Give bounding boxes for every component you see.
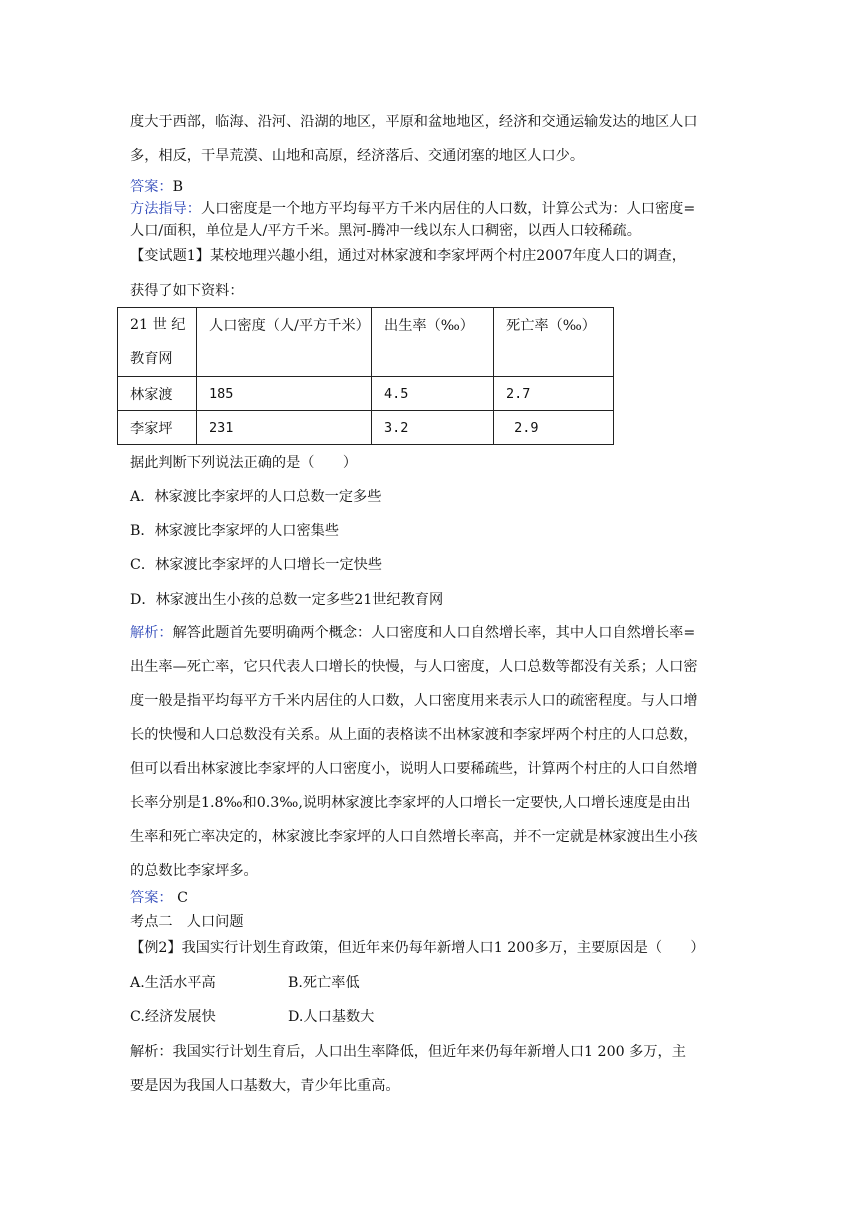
section-heading: 考点二 人口问题 bbox=[130, 914, 244, 930]
variant-title: 【变试题1】某校地理兴趣小组，通过对林家渡和李家坪两个村庄2007年度人口的调查， bbox=[130, 248, 686, 264]
method-line bbox=[130, 199, 695, 219]
option-b: B．林家渡比李家坪的人口密集些 bbox=[130, 523, 340, 539]
option-d: D．林家渡出生小孩的总数一定多些21世纪教育网 bbox=[130, 592, 444, 608]
option-a: A．林家渡比李家坪的人口总数一定多些 bbox=[130, 489, 382, 505]
answer-label: 答案： bbox=[130, 890, 173, 906]
table-row bbox=[118, 377, 614, 411]
table-cell: 2.9 bbox=[494, 411, 614, 445]
method-label: 方法指导： bbox=[130, 201, 201, 217]
table-cell: 231 bbox=[197, 411, 372, 445]
answer-line bbox=[130, 177, 183, 197]
answer-line-2 bbox=[130, 888, 188, 908]
table-cell: 李家坪 bbox=[118, 411, 197, 445]
answer-value: B bbox=[172, 179, 184, 195]
analysis-line: 长率分别是1.8‰和0.3‰,说明林家渡比李家坪的人口增长一定要快,人口增长速度是由出 bbox=[130, 795, 691, 811]
method-line-2: 人口/面积，单位是人/平方千米。黑河-腾冲一线以东人口稠密，以西人口较稀疏。 bbox=[130, 223, 641, 239]
option2-b: B.死亡率低 bbox=[288, 975, 360, 991]
table-cell: 2.7 bbox=[494, 377, 614, 411]
analysis-line: 解析：解答此题首先要明确两个概念：人口密度和人口自然增长率，其中人口自然增长率= bbox=[130, 625, 696, 641]
answer-value: C bbox=[172, 890, 188, 906]
analysis2-line: 解析：我国实行计划生育后，人口出生率降低，但近年来仍每年新增人口1 200 多万，主 bbox=[130, 1044, 686, 1060]
table-cell: 林家渡 bbox=[118, 377, 197, 411]
text-line: 度大于西部，临海、沿河、沿湖的地区，平原和盆地地区，经济和交通运输发达的地区人口 bbox=[130, 114, 698, 130]
analysis-line: 的总数比李家坪多。 bbox=[130, 863, 258, 879]
question: 据此判断下列说法正确的是（ ） bbox=[130, 455, 358, 471]
table-row bbox=[118, 411, 614, 445]
text-line: 多，相反，干旱荒漠、山地和高原，经济落后、交通闭塞的地区人口少。 bbox=[130, 148, 585, 164]
analysis-line: 但可以看出林家渡比李家坪的人口密度小，说明人口要稀疏些，计算两个村庄的人口自然增 bbox=[130, 761, 698, 777]
table-cell: 185 bbox=[197, 377, 372, 411]
option2-c: C.经济发展快 bbox=[130, 1009, 216, 1025]
method-text: 人口密度是一个地方平均每平方千米内居住的人口数，计算公式为：人口密度= bbox=[200, 201, 696, 217]
option2-d: D.人口基数大 bbox=[288, 1009, 375, 1025]
answer-label: 答案： bbox=[130, 179, 173, 195]
option2-a: A.生活水平高 bbox=[130, 975, 216, 991]
table-cell: 3.2 bbox=[372, 411, 494, 445]
options2-row bbox=[130, 973, 360, 993]
variant-subtitle: 获得了如下资料： bbox=[130, 283, 244, 299]
table-header-cell: 21 世 纪 教育网 bbox=[118, 308, 197, 377]
table-header-row bbox=[118, 308, 614, 377]
example-title: 【例2】我国实行计划生育政策，但近年来仍每年新增人口1 200多万，主要原因是（ ） bbox=[130, 940, 705, 956]
analysis-label: 解析： bbox=[130, 625, 173, 641]
table-cell: 4.5 bbox=[372, 377, 494, 411]
table-header-cell: 死亡率（‰） bbox=[494, 308, 614, 377]
analysis-line: 度一般是指平均每平方千米内居住的人口数，人口密度用来表示人口的疏密程度。与人口增 bbox=[130, 693, 698, 709]
options2-row bbox=[130, 1007, 374, 1027]
option-c: C．林家渡比李家坪的人口增长一定快些 bbox=[130, 557, 383, 573]
analysis-line: 出生率—死亡率，它只代表人口增长的快慢，与人口密度，人口总数等都没有关系；人口密 bbox=[130, 659, 698, 675]
analysis2-line: 要是因为我国人口基数大，青少年比重高。 bbox=[130, 1078, 400, 1094]
table-header-cell: 出生率（‰） bbox=[372, 308, 494, 377]
table-header-cell: 人口密度（人/平方千米） bbox=[197, 308, 372, 377]
table-header-sub: 教育网 bbox=[130, 351, 173, 367]
analysis-line: 生率和死亡率决定的，林家渡比李家坪的人口自然增长率高，并不一定就是林家渡出生小孩 bbox=[130, 829, 698, 845]
analysis-line: 长的快慢和人口总数没有关系。从上面的表格读不出林家渡和李家坪两个村庄的人口总数， bbox=[130, 727, 698, 743]
data-table bbox=[117, 307, 614, 445]
